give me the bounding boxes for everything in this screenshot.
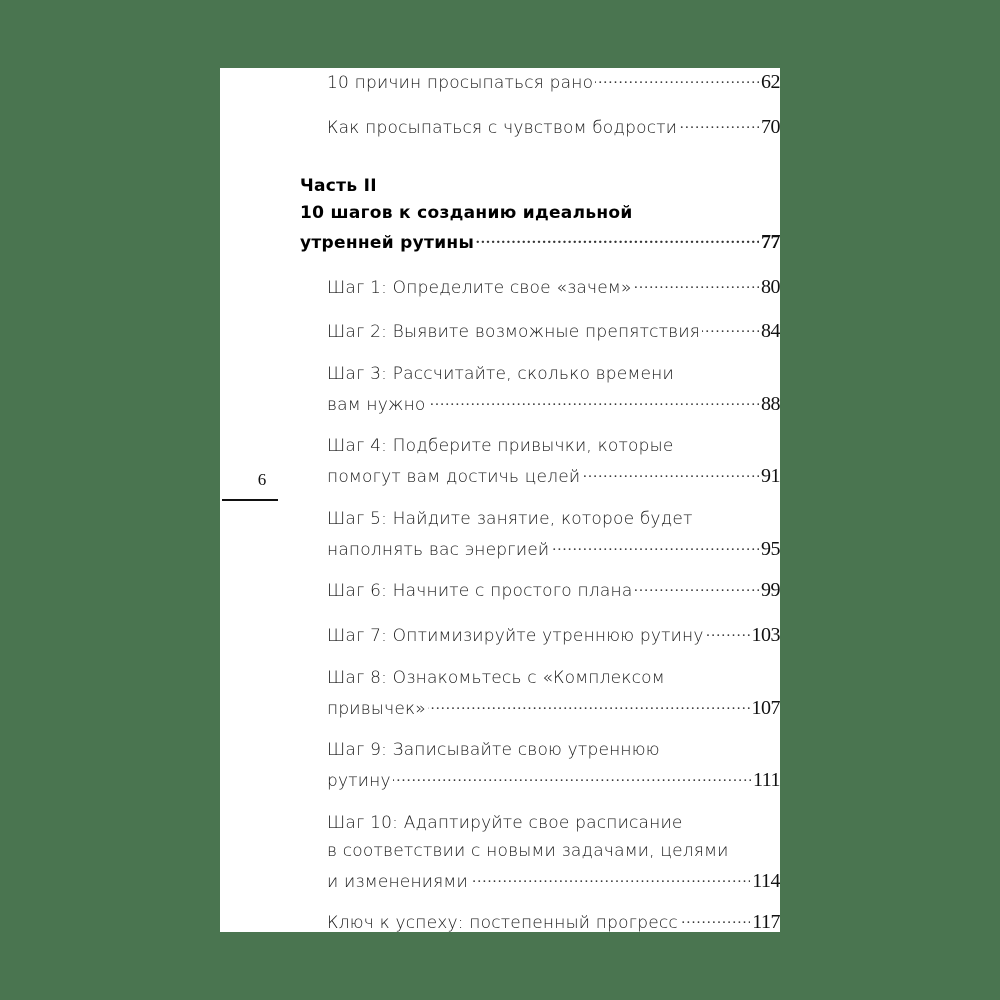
toc-page-number: 70 [761, 116, 780, 138]
part-title-line-1: 10 шагов к созданию идеальной [300, 203, 633, 223]
toc-entry-title: 10 причин просыпаться рано [327, 73, 594, 93]
leader-dots [470, 869, 750, 887]
book-page [220, 68, 780, 932]
leader-dots [428, 696, 750, 714]
toc-entry-step-5-line-1[interactable]: Шаг 5: Найдите занятие, которое будет [327, 509, 693, 529]
leader-dots [551, 537, 759, 555]
toc-entry-step-3-line-1[interactable]: Шаг 3: Рассчитайте, сколько времени [327, 364, 674, 384]
toc-page-number: 62 [761, 71, 780, 93]
toc-page-number: 84 [761, 320, 780, 342]
toc-page-number: 95 [761, 538, 780, 560]
toc-entry-step-4-line-2[interactable]: помогут вам достичь целей . . . 91 [327, 464, 780, 486]
toc-entry-step-7[interactable]: Шаг 7: Оптимизируйте утреннюю рутину . . . 103 [327, 623, 780, 645]
leader-dots [595, 70, 759, 88]
toc-entry-step-2[interactable]: Шаг 2: Выявите возможные препятствия . . . 84 [327, 319, 780, 341]
toc-page-number: 117 [752, 911, 780, 932]
leader-dots [702, 319, 759, 337]
toc-page-number: 88 [761, 393, 780, 415]
leader-dots [706, 623, 750, 641]
leader-dots [582, 464, 759, 482]
toc-page-number: 111 [752, 769, 780, 791]
toc-entry-step-10-line-3[interactable]: и изменениями . . . 114 [327, 869, 780, 891]
leader-dots [476, 230, 759, 248]
part-title-line-2[interactable]: утренней рутины . . . 77 [300, 230, 780, 252]
toc-page-number: 103 [751, 624, 780, 646]
leader-dots [634, 578, 759, 596]
leader-dots [393, 768, 751, 786]
toc-entry-step-4-line-1[interactable]: Шаг 4: Подберите привычки, которые [327, 436, 674, 456]
toc-page-number: 80 [761, 276, 780, 298]
leader-dots [428, 392, 759, 410]
part-label: Часть II [300, 176, 377, 196]
toc-entry-step-10-line-1[interactable]: Шаг 10: Адаптируйте свое расписание [327, 813, 683, 833]
toc-entry-step-10-line-2[interactable]: в соответствии с новыми задачами, целями [327, 841, 729, 861]
page-number-rule [222, 499, 278, 501]
toc-entry-key-to-success[interactable]: Ключ к успеху: постепенный прогресс . . . 117 [327, 910, 780, 932]
toc-entry-step-9-line-2[interactable]: рутину . . . 111 [327, 768, 780, 790]
leader-dots [679, 115, 759, 133]
toc-entry-title: Как просыпаться с чувством бодрости [327, 118, 678, 138]
toc-page-number: 114 [752, 870, 780, 892]
toc-entry-step-3-line-2[interactable]: вам нужно . . . 88 [327, 392, 780, 414]
leader-dots [634, 275, 759, 293]
toc-page-number: 77 [761, 231, 780, 253]
toc-entry-step-6[interactable]: Шаг 6: Начните с простого плана . . . 99 [327, 578, 780, 600]
toc-page-number: 107 [751, 697, 780, 719]
toc-entry-wake-up[interactable] [327, 115, 780, 137]
toc-entry-step-5-line-2[interactable]: наполнять вас энергией . . . 95 [327, 537, 780, 559]
toc-entry-step-8-line-2[interactable]: привычек» . . . 107 [327, 696, 780, 718]
toc-entry-step-9-line-1[interactable]: Шаг 9: Записывайте свою утреннюю [327, 740, 660, 760]
leader-dots [680, 910, 750, 928]
page-number: 6 [257, 470, 267, 489]
toc-page-number: 99 [761, 579, 780, 601]
toc-entry-step-8-line-1[interactable]: Шаг 8: Ознакомьтесь с «Комплексом [327, 668, 665, 688]
toc-entry-reasons[interactable] [327, 70, 780, 92]
toc-entry-step-1[interactable]: Шаг 1: Определите свое «зачем» . . . 80 [327, 275, 780, 297]
toc-page-number: 91 [761, 465, 780, 487]
